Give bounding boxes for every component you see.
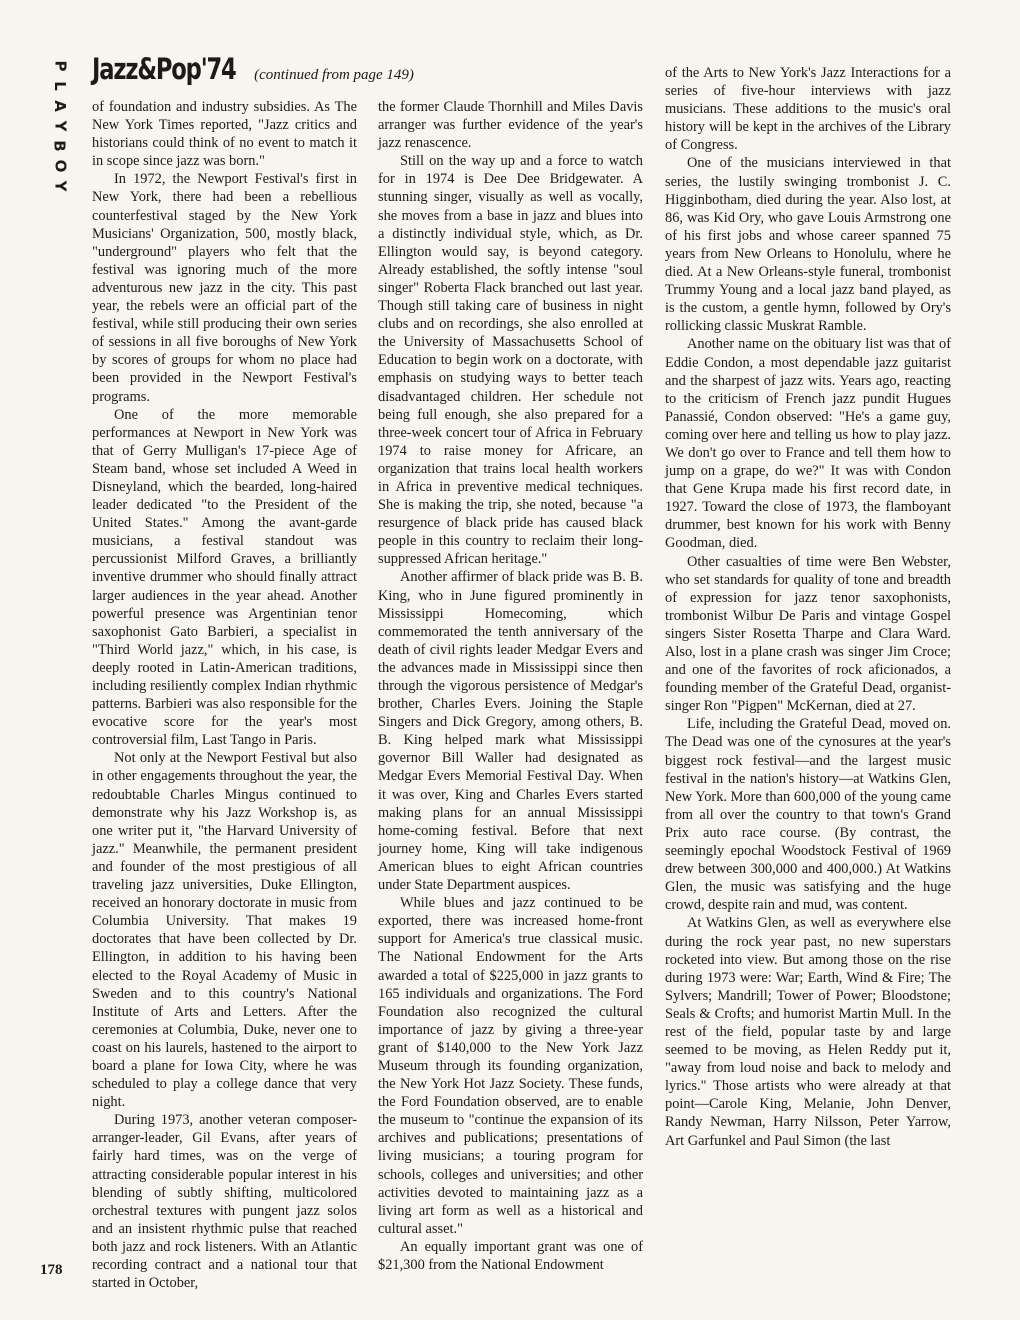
paragraph: At Watkins Glen, as well as everywhere else during the rock year past, no new superstars rocketed into view. But among those on the rise during 1973 were: War; Earth, Wind & Fire; The Sylvers; Mandrill; Tower of Power; Bloodstone; Seals & Crofts; and humorist Martin Mull. In the rest of the field, popular taste by and large seemed to be moving, as Helen Reddy put it, "away from loud noise and back to melody and lyrics." Those artists who were already at that point—Carole King, Melanie, John Denver, Randy Newman, Harry Nilsson, Peter Yarrow, Art Garfunkel and Paul Simon (the last — [665, 915, 951, 1149]
brand-letter: O — [50, 159, 69, 173]
text-column-1 — [92, 98, 357, 1292]
paragraph: of foundation and industry subsidies. As The New York Times reported, "Jazz critics and historians could think of no event to match it in scope since jazz was born." — [92, 99, 357, 170]
page-number: 178 — [40, 1262, 63, 1278]
text-column-2 — [378, 98, 643, 1288]
vertical-brand-logo — [50, 56, 70, 196]
paragraph: the former Claude Thornhill and Miles Davis arranger was further evidence of the year's jazz renascence. — [378, 99, 643, 152]
brand-letter: L — [51, 81, 69, 91]
paragraph: One of the musicians interviewed in that series, the lustily swinging trombonist J. C. Higginbotham, died during the year. Also lost, at 86, was Kid Ory, who gave Louis Armstrong one of his first jobs and whose career spanned 75 years from New Orleans to Honolulu, where he died. At a New Orleans-style funeral, trombonist Trummy Young and a local jazz band played, as is the custom, a gentle hymn, followed by Ory's rollicking classic Muskrat Ramble. — [665, 155, 951, 335]
brand-letter: B — [51, 140, 69, 152]
brand-letter: P — [51, 60, 69, 72]
paragraph: During 1973, another veteran composer-arranger-leader, Gil Evans, after years of fairly hard times, was on the verge of attracting considerable popular interest in his blending of subtly shifting, multicolored orchestral textures with pungent jazz solos and an insistent rhythmic pulse that reached both jazz and rock listeners. With an Atlantic recording contract and a national tour that started in October, — [92, 1112, 357, 1292]
continued-note: (continued from page 149) — [254, 67, 414, 83]
paragraph: An equally important grant was one of $21,300 from the National Endowment — [378, 1238, 643, 1273]
article-masthead — [92, 52, 662, 102]
paragraph: Other casualties of time were Ben Webster, who set standards for quality of tone and breadth of expression for jazz tenor saxophonists, trombonist Wilbur De Paris and vintage Gospel singers Sister Rosetta Tharpe and Clara Ward. Also, lost in a plane crash was singer Jim Croce; and one of the favorites of rock aficionados, a founding member of the Grateful Dead, organist-singer Ron "Pigpen" McKernan, died at 27. — [665, 553, 951, 715]
paragraph: In 1972, the Newport Festival's first in New York, there had been a rebellious counterfestival staged by the New York Musicians' Organization, 500, mostly black, "underground" players who felt that the festival was ignoring much of the more adventurous new jazz in the city. This past year, the rebels were an official part of the festival, while still producing their own series of sessions in all five boroughs of New York by scores of groups for whom no place had been provided in the Newport Festival's programs. — [92, 171, 357, 405]
paragraph: Still on the way up and a force to watch for in 1974 is Dee Dee Bridgewater. A stunning singer, visually as well as vocally, she moves from a base in jazz and blues into a distinctly individual style, which, as Dr. Ellington would say, is beyond category. Already established, the softly intense "soul singer" Roberta Flack branched out last year. Though still taking care of business in night clubs and on recordings, she also enrolled at the University of Massachusetts School of Education to begin work on a doctorate, with emphasis on studying ways to better teach disadvantaged children. Her schedule not being full enough, she also prepared for a three-week concert tour of Africa in February 1974 to raise money for Africare, an organization that trains local health workers in Africa in preventive medical techniques. She is making the trip, she noted, because "a resurgence of black pride has caused black people in this country to reclaim their long-suppressed African heritage." — [378, 153, 643, 568]
paragraph: Life, including the Grateful Dead, moved on. The Dead was one of the cynosures at the year's biggest rock festival—and the largest music festival in the nation's history—at Watkins Glen, New York. More than 600,000 of the young came from all over the country to that town's Grand Prix auto race course. (By contrast, the seemingly epochal Woodstock Festival of 1969 drew between 300,000 and 400,000.) At Watkins Glen, the music was satisfying and the huge crowd, despite rain and mud, was content. — [665, 716, 951, 914]
paragraph: of the Arts to New York's Jazz Interactions for a series of five-hour interviews with jazz musicians. These additions to the music's oral history will be kept in the archives of the Library of Congress. — [665, 65, 951, 154]
paragraph: Another affirmer of black pride was B. B. King, who in June figured prominently in Mississippi Homecoming, which commemorated the tenth anniversary of the death of civil rights leader Medgar Evers and the advances made in Mississippi since then through the vigorous persistence of Medgar's brother, Charles Evers. Joining the Staple Singers and Dick Gregory, among others, B. B. King helped mark what Mississippi governor Bill Waller had designated as Medgar Evers Memorial Festival Day. When it was over, King and Charles Evers started making plans for an annual Mississippi home-coming festival. Before that next journey home, King will take indigenous American blues to eight African countries under State Department auspices. — [378, 569, 643, 894]
text-column-3 — [665, 64, 951, 1288]
article-title: Jazz&Pop'74 — [92, 52, 236, 86]
paragraph: One of the more memorable performances at Newport in New York was that of Gerry Mulligan's 17-piece Age of Steam band, whose set included A Weed in Disneyland, which the bearded, long-haired leader dedicated "to the President of the United States." Among the avant-garde musicians, a festival standout was percussionist Milford Graves, a brilliantly inventive drummer who should finally attract larger audiences in the year ahead. Another powerful presence was Argentinian tenor saxophonist Gato Barbieri, a specialist in "Third World jazz," which, in his case, is deeply rooted in Latin-American traditions, including resiliently complex Indian rhythmic patterns. Barbieri was also responsible for the evocative score for the year's most controversial film, Last Tango in Paris. — [92, 406, 357, 749]
paragraph: While blues and jazz continued to be exported, there was increased home-front support for America's true classical music. The National Endowment for the Arts awarded a total of $225,000 in jazz grants to 165 individuals and organizations. The Ford Foundation also recognized the cultural importance of jazz by giving a three-year grant of $140,000 to the New York Jazz Museum through its founding organization, the New York Hot Jazz Society. These funds, the Ford Foundation observed, are to enable the museum to "continue the expansion of its archives and publications; presentations of living musicians; a touring program for schools, colleges and universities; and other activities devoted to maintaining jazz as a living art form as well as a historical and cultural asset." — [378, 895, 643, 1237]
paragraph: Not only at the Newport Festival but also in other engagements throughout the year, the redoubtable Charles Mingus continued to demonstrate why his Jazz Workshop is, as one writer put it, "the Harvard University of jazz." Meanwhile, the permanent president and founder of the most prestigious of all traveling jazz universities, Duke Ellington, received an honorary doctorate in music from Columbia University. That makes 19 doctorates that have been collected by Dr. Ellington, in addition to his having been elected to the Royal Academy of Music in Sweden and to this country's National Institute of Arts and Letters. After the ceremonies at Columbia, Duke, never one to coast on his laurels, hastened to the airport to board a plane for Iowa City, where he was scheduled to play a college dance that very night. — [92, 750, 357, 1111]
brand-letter: Y — [51, 120, 69, 132]
brand-letter: A — [50, 100, 69, 112]
brand-letter: Y — [51, 180, 69, 192]
paragraph: Another name on the obituary list was that of Eddie Condon, a most dependable jazz guitarist and the sharpest of jazz wits. Years ago, reacting to the criticism of French jazz pundit Hugues Panassié, Condon observed: "He's a game guy, coming over here and telling us how to play jazz. We don't go over to France and tell them how to jump on a grape, do we?" It was with Condon that Gene Krupa made his first record date, in 1927. Toward the close of 1973, the flamboyant drummer, best known for his work with Benny Goodman, died. — [665, 336, 951, 552]
